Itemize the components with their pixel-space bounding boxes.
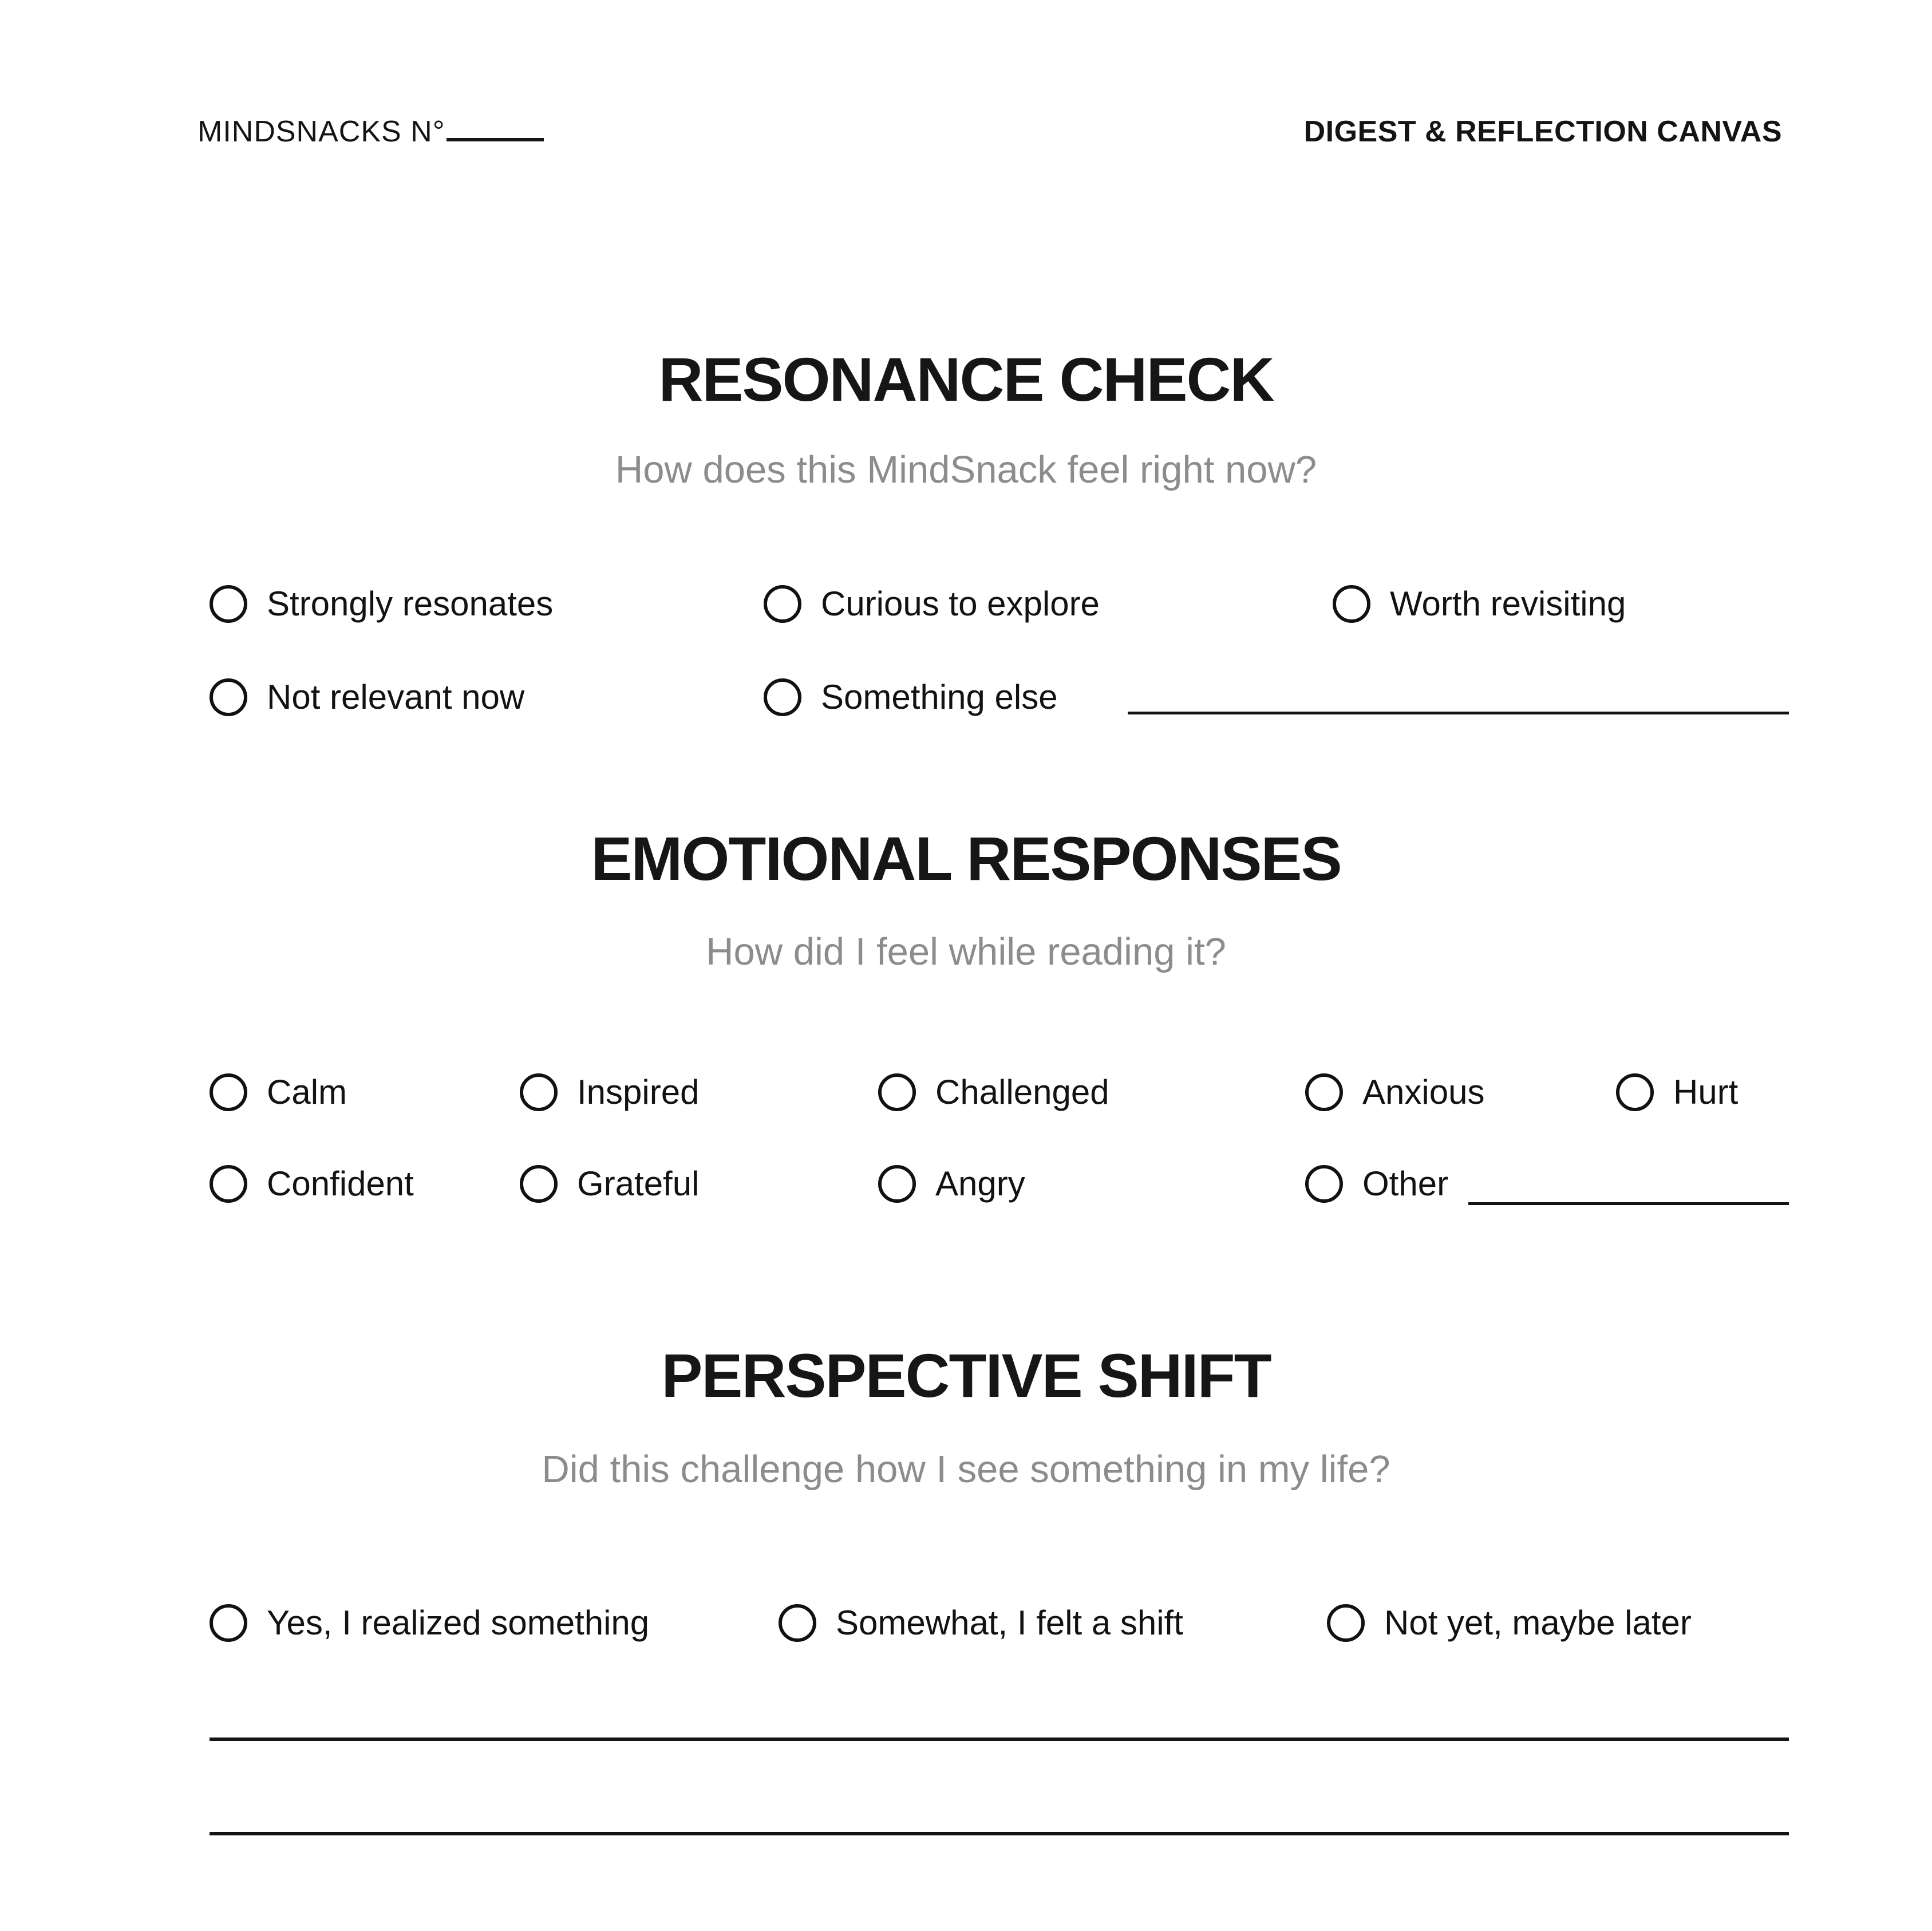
radio-somewhat-shift-icon[interactable] — [779, 1604, 816, 1642]
option-angry[interactable] — [878, 1165, 1025, 1203]
radio-hurt-icon[interactable] — [1616, 1073, 1654, 1111]
option-other[interactable] — [1305, 1165, 1448, 1203]
emotional-section-title: EMOTIONAL RESPONSES — [591, 824, 1341, 893]
option-label: Yes, I realized something — [267, 1604, 650, 1642]
option-label: Strongly resonates — [267, 585, 554, 623]
radio-not-relevant-now-icon[interactable] — [210, 678, 247, 716]
worksheet-number-header — [197, 114, 544, 149]
radio-other-icon[interactable] — [1305, 1165, 1343, 1203]
canvas-title-header: DIGEST & REFLECTION CANVAS — [1303, 115, 1782, 148]
option-confident[interactable] — [210, 1165, 414, 1203]
option-hurt[interactable] — [1616, 1073, 1738, 1111]
option-not-yet-maybe-later[interactable] — [1327, 1604, 1692, 1642]
option-label: Worth revisiting — [1390, 585, 1626, 623]
perspective-write-in-line-1[interactable] — [210, 1737, 1789, 1741]
resonance-section-title: RESONANCE CHECK — [658, 345, 1274, 414]
option-calm[interactable] — [210, 1073, 347, 1111]
option-anxious[interactable] — [1305, 1073, 1484, 1111]
radio-inspired-icon[interactable] — [520, 1073, 558, 1111]
radio-not-yet-icon[interactable] — [1327, 1604, 1365, 1642]
option-label: Grateful — [577, 1164, 700, 1203]
radio-calm-icon[interactable] — [210, 1073, 247, 1111]
option-something-else[interactable] — [764, 678, 1058, 716]
radio-grateful-icon[interactable] — [520, 1165, 558, 1203]
radio-something-else-icon[interactable] — [764, 678, 801, 716]
radio-confident-icon[interactable] — [210, 1165, 247, 1203]
option-strongly-resonates[interactable] — [210, 585, 553, 623]
perspective-section-subtitle: Did this challenge how I see something in my life? — [542, 1448, 1390, 1491]
option-label: Somewhat, I felt a shift — [836, 1604, 1183, 1642]
option-somewhat-felt-shift[interactable] — [779, 1604, 1183, 1642]
perspective-section-title: PERSPECTIVE SHIFT — [661, 1341, 1271, 1410]
option-label: Other — [1362, 1164, 1449, 1203]
option-not-relevant-now[interactable] — [210, 678, 524, 716]
option-label: Something else — [821, 678, 1058, 716]
option-label: Hurt — [1673, 1073, 1739, 1111]
option-yes-realized-something[interactable] — [210, 1604, 649, 1642]
perspective-write-in-line-2[interactable] — [210, 1832, 1789, 1835]
option-worth-revisiting[interactable] — [1333, 585, 1626, 623]
option-label: Not relevant now — [267, 678, 525, 716]
option-label: Inspired — [577, 1073, 700, 1111]
radio-angry-icon[interactable] — [878, 1165, 916, 1203]
option-label: Challenged — [935, 1073, 1109, 1111]
option-label: Curious to explore — [821, 585, 1100, 623]
radio-yes-realized-icon[interactable] — [210, 1604, 247, 1642]
option-label: Calm — [267, 1073, 347, 1111]
radio-challenged-icon[interactable] — [878, 1073, 916, 1111]
resonance-section-subtitle: How does this MindSnack feel right now? — [615, 448, 1317, 491]
option-curious-to-explore[interactable] — [764, 585, 1100, 623]
worksheet-number-blank[interactable] — [447, 132, 544, 141]
option-label: Angry — [935, 1164, 1025, 1203]
worksheet-number-label: MINDSNACKS N° — [197, 115, 445, 148]
option-grateful[interactable] — [520, 1165, 699, 1203]
emotional-section-subtitle: How did I feel while reading it? — [706, 930, 1226, 973]
option-challenged[interactable] — [878, 1073, 1109, 1111]
radio-curious-to-explore-icon[interactable] — [764, 585, 801, 623]
radio-strongly-resonates-icon[interactable] — [210, 585, 247, 623]
radio-worth-revisiting-icon[interactable] — [1333, 585, 1370, 623]
other-write-in-line[interactable] — [1468, 1202, 1789, 1205]
option-label: Not yet, maybe later — [1384, 1604, 1692, 1642]
radio-anxious-icon[interactable] — [1305, 1073, 1343, 1111]
option-label: Confident — [267, 1164, 414, 1203]
option-label: Anxious — [1362, 1073, 1485, 1111]
option-inspired[interactable] — [520, 1073, 699, 1111]
something-else-write-in-line[interactable] — [1128, 712, 1789, 714]
